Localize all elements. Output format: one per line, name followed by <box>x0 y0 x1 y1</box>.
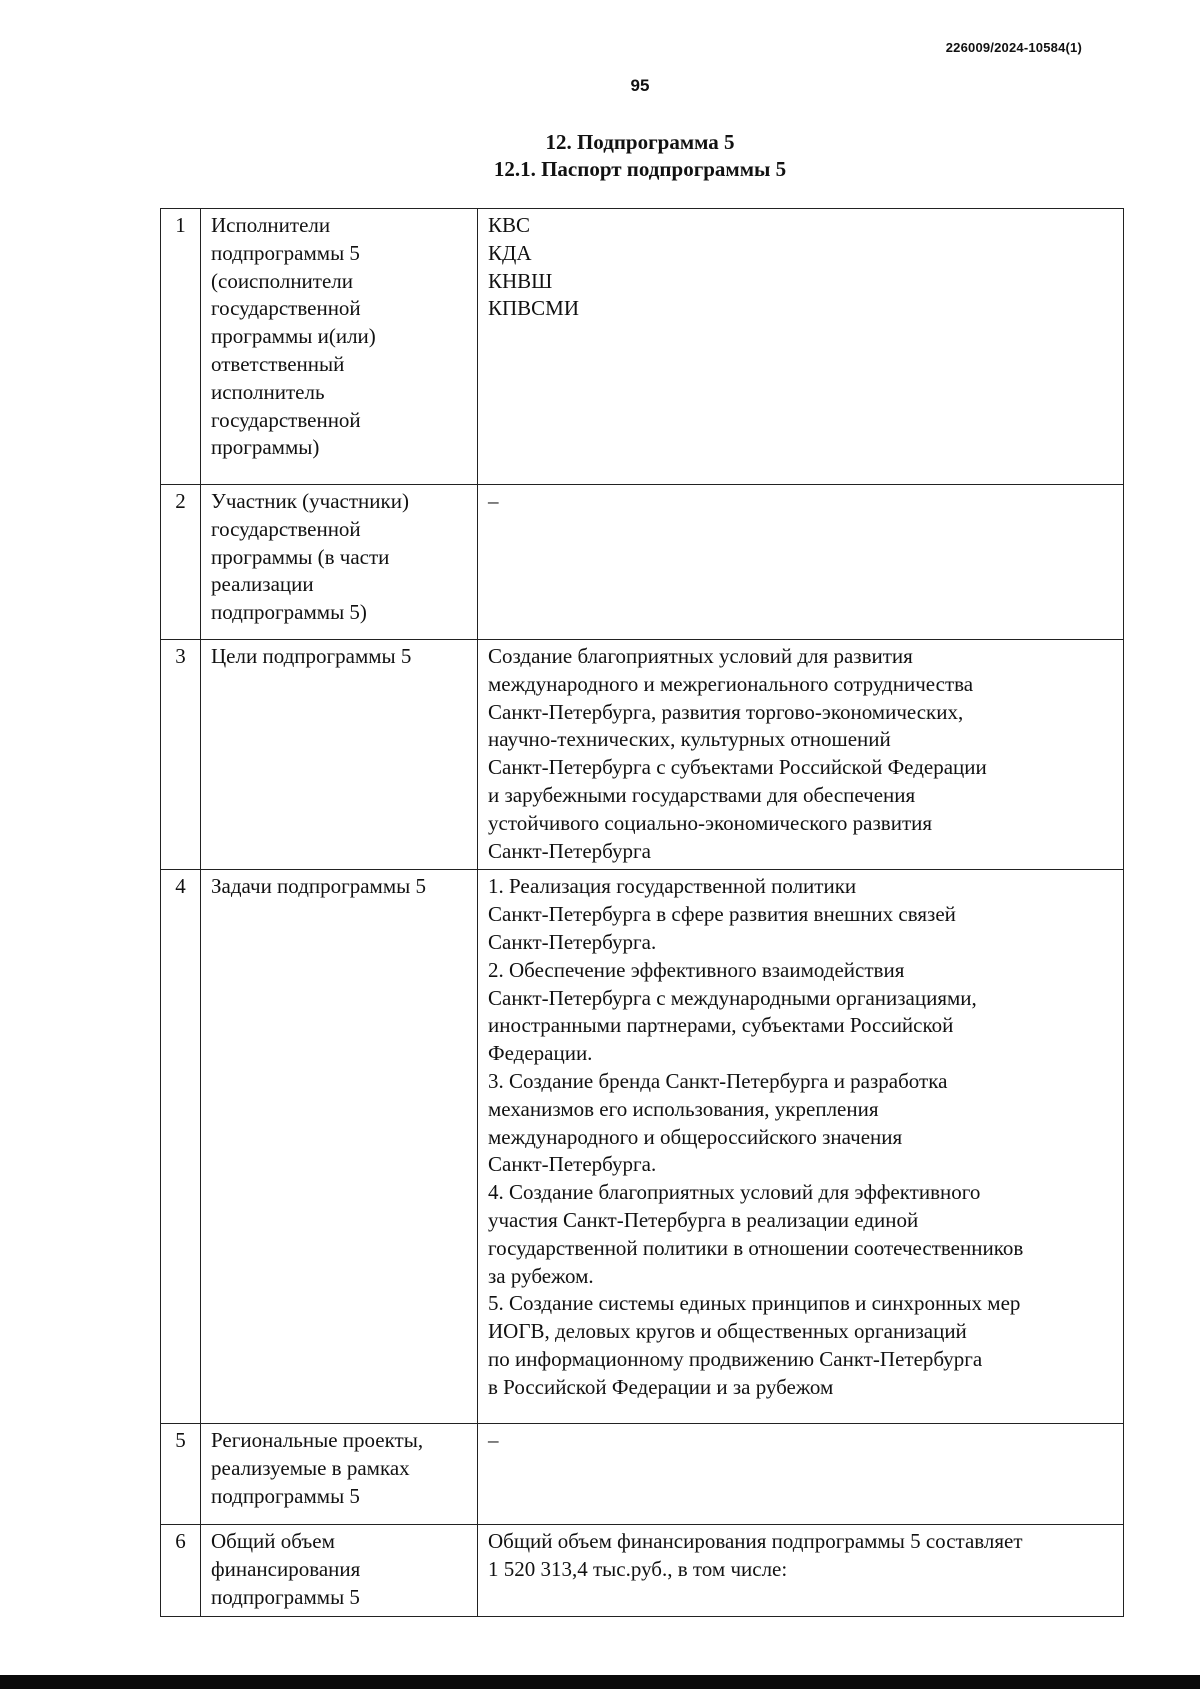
table-row <box>161 209 1124 485</box>
table-row <box>161 485 1124 640</box>
row-number: 2 <box>161 485 201 640</box>
table-row <box>161 640 1124 870</box>
row-label: Участник (участники) государственной программы (в части реализации подпрограммы 5) <box>201 485 478 640</box>
document-registration-number: 226009/2024-10584(1) <box>945 40 1082 55</box>
table-row <box>161 1424 1124 1525</box>
scan-bottom-edge <box>0 1675 1200 1689</box>
table-row <box>161 870 1124 1424</box>
row-label: Задачи подпрограммы 5 <box>201 870 478 1424</box>
row-label: Исполнители подпрограммы 5 (соисполнители государственной программы и(или) ответственный исполнитель государственной программы) <box>201 209 478 485</box>
row-number: 6 <box>161 1525 201 1616</box>
row-label: Региональные проекты, реализуемые в рамках подпрограммы 5 <box>201 1424 478 1525</box>
row-number: 4 <box>161 870 201 1424</box>
row-value: – <box>478 485 1124 640</box>
subprogram-passport-table <box>160 208 1124 1617</box>
row-number: 5 <box>161 1424 201 1525</box>
section-title: 12. Подпрограмма 5 <box>545 130 735 154</box>
section-titles <box>0 129 1200 183</box>
row-label: Общий объем финансирования подпрограммы 5 <box>201 1525 478 1616</box>
subsection-title: 12.1. Паспорт подпрограммы 5 <box>493 157 787 181</box>
row-label: Цели подпрограммы 5 <box>201 640 478 870</box>
row-value: КВС КДА КНВШ КПВСМИ <box>478 209 1124 485</box>
row-value: – <box>478 1424 1124 1525</box>
table-row <box>161 1525 1124 1616</box>
page-number: 95 <box>630 76 650 95</box>
row-value: Общий объем финансирования подпрограммы 5 составляет 1 520 313,4 тыс.руб., в том числе: <box>478 1525 1124 1616</box>
row-number: 3 <box>161 640 201 870</box>
row-number: 1 <box>161 209 201 485</box>
row-value: Создание благоприятных условий для развития международного и межрегионального сотрудничества Санкт-Петербурга, развития торгово-экономических, научно-технических, культурных отношений Санкт-Петербурга с субъектами Российской Федерации и зарубежными государствами для обеспечения устойчивого социально-экономического развития Санкт-Петербурга <box>478 640 1124 870</box>
row-value: 1. Реализация государственной политики Санкт-Петербурга в сфере развития внешних связей Санкт-Петербурга. 2. Обеспечение эффективного взаимодействия Санкт-Петербурга с международными организациями, иностранными партнерами, субъектами Российской Федерации. 3. Создание бренда Санкт-Петербурга и разработка механизмов его использования, укрепления международного и общероссийского значения Санкт-Петербурга. 4. Создание благоприятных условий для эффективного участия Санкт-Петербурга в реализации единой государственной политики в отношении соотечественников за рубежом. 5. Создание системы единых принципов и синхронных мер ИОГВ, деловых кругов и общественных организаций по информационному продвижению Санкт-Петербурга в Российской Федерации и за рубежом <box>478 870 1124 1424</box>
